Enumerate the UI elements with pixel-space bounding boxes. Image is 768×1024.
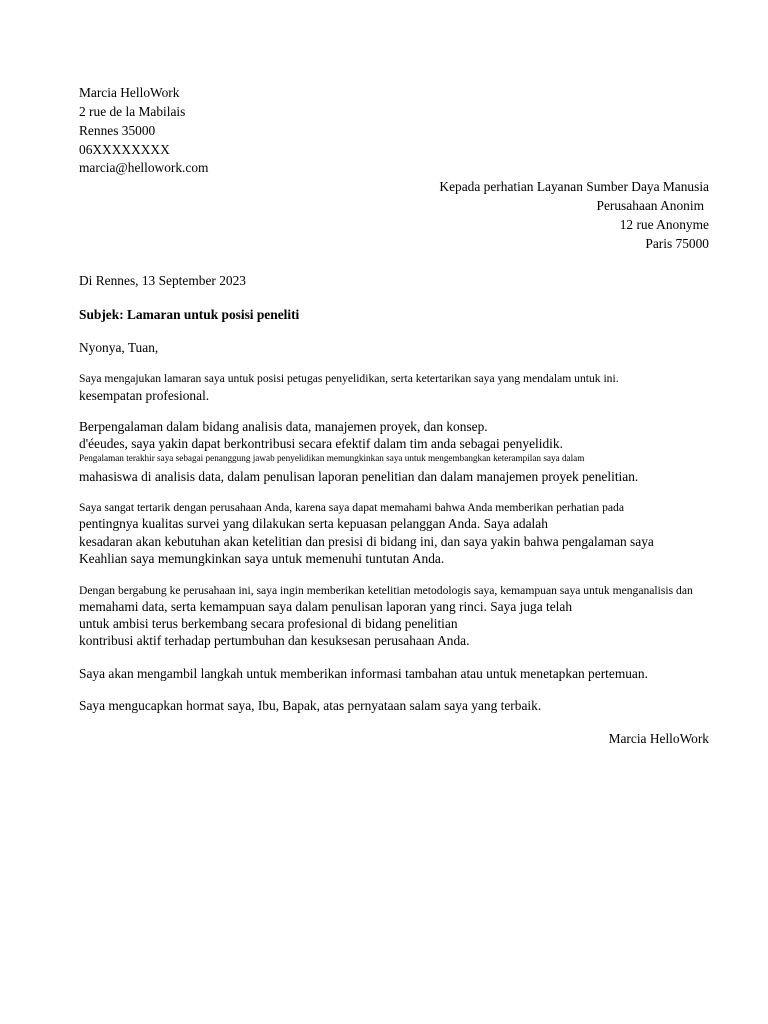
recipient-city: Paris 75000 — [645, 236, 709, 251]
paragraph-line: mahasiswa di analisis data, dalam penulisan laporan penelitian dan dalam manajemen proyek penelitian. — [79, 469, 639, 484]
closing-line: Saya mengucapkan hormat saya, Ibu, Bapak, atas pernyataan salam saya yang terbaik. — [79, 698, 542, 713]
paragraph-line: kontribusi aktif terhadap pertumbuhan dan kesuksesan perusahaan Anda. — [79, 633, 470, 648]
signature: Marcia HelloWork — [608, 731, 709, 746]
recipient-attention: Kepada perhatian Layanan Sumber Daya Manusia — [439, 179, 709, 194]
paragraph-line: untuk ambisi terus berkembang secara profesional di bidang penelitian — [79, 616, 458, 631]
sender-city: Rennes 35000 — [79, 123, 156, 138]
paragraph-line: kesempatan profesional. — [79, 388, 210, 403]
paragraph-line: pentingnya kualitas survei yang dilakukan serta kepuasan pelanggan Anda. Saya adalah — [79, 516, 548, 531]
paragraph-line: Saya akan mengambil langkah untuk memberikan informasi tambahan atau untuk menetapkan pertemuan. — [79, 666, 648, 681]
paragraph-line: Pengalaman terakhir saya sebagai penanggung jawab penyelidikan memungkinkan saya untuk mengembangkan keterampilan saya dalam — [79, 453, 585, 463]
recipient-street: 12 rue Anonyme — [619, 217, 709, 232]
date-line: Di Rennes, 13 September 2023 — [79, 273, 246, 288]
sender-street: 2 rue de la Mabilais — [79, 104, 186, 119]
paragraph-line: Keahlian saya memungkinkan saya untuk memenuhi tuntutan Anda. — [79, 551, 445, 566]
paragraph-line: d'éeudes, saya yakin dapat berkontribusi secara efektif dalam tim anda sebagai penyelidik. — [79, 436, 563, 451]
sender-email: marcia@hellowork.com — [79, 160, 209, 175]
paragraph-line: Dengan bergabung ke perusahaan ini, saya ingin memberikan ketelitian metodologis saya, kemampuan saya untuk menganalisis dan — [79, 584, 693, 597]
paragraph-line: memahami data, serta kemampuan saya dalam penulisan laporan yang rinci. Saya juga telah — [79, 599, 573, 614]
paragraph-line: kesadaran akan kebutuhan akan ketelitian dan presisi di bidang ini, dan saya yakin bahwa pengalaman saya — [79, 534, 654, 549]
sender-name: Marcia HelloWork — [79, 85, 180, 100]
subject-line: Subjek: Lamaran untuk posisi peneliti — [79, 307, 300, 322]
paragraph-line: Saya mengajukan lamaran saya untuk posisi petugas penyelidikan, serta ketertarikan saya yang mendalam untuk ini. — [79, 372, 619, 385]
salutation: Nyonya, Tuan, — [79, 340, 159, 355]
paragraph-line: Saya sangat tertarik dengan perusahaan Anda, karena saya dapat memahami bahwa Anda memberikan perhatian pada — [79, 501, 625, 514]
recipient-company: Perusahaan Anonim — [596, 198, 704, 213]
sender-phone: 06XXXXXXXX — [79, 142, 170, 157]
paragraph-line: Berpengalaman dalam bidang analisis data, manajemen proyek, dan konsep. — [79, 419, 488, 434]
